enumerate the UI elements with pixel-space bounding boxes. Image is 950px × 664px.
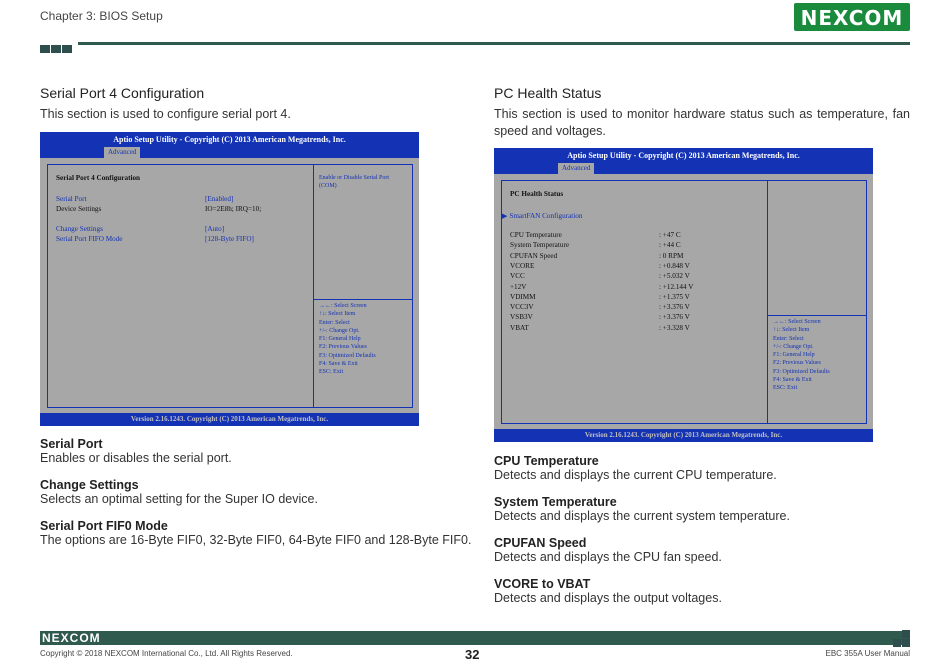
- term-cpufan-speed: CPUFAN Speed: [494, 536, 587, 550]
- bios-health-label: +12V: [510, 282, 527, 291]
- bios-health-label: VCC: [510, 272, 525, 281]
- bios-footer: Version 2.16.1243. Copyright (C) 2013 American Megatrends, Inc.: [494, 429, 873, 442]
- section-intro: This section is used to configure serial port 4.: [40, 107, 291, 121]
- tab-advanced[interactable]: Advanced: [104, 147, 140, 158]
- bios-value-serial-port[interactable]: [Enabled]: [205, 195, 234, 203]
- bios-value-change-settings[interactable]: [Auto]: [205, 225, 225, 233]
- bios-health-label: VCORE: [510, 261, 535, 270]
- bios-item-fifo-mode[interactable]: Serial Port FIFO Mode: [56, 235, 123, 243]
- header-squares: [40, 40, 73, 58]
- bios-health-label: CPUFAN Speed: [510, 251, 558, 260]
- section-heading-pc-health: PC Health Status: [494, 85, 602, 101]
- bios-title-bar: Aptio Setup Utility - Copyright (C) 2013 American Megatrends, Inc.: [40, 132, 419, 147]
- footer-logo: NEXCOM: [42, 631, 101, 645]
- bios-health-label: VCC3V: [510, 303, 534, 312]
- bios-item-change-settings[interactable]: Change Settings: [56, 225, 103, 233]
- term-vcore-to-vbat: VCORE to VBAT: [494, 577, 591, 591]
- desc-cpu-temperature: Detects and displays the current CPU temperature.: [494, 468, 777, 482]
- bios-help-line-2: (COM): [319, 183, 337, 189]
- bios-screenshot-pc-health: [494, 148, 873, 442]
- bios-title-bar: Aptio Setup Utility - Copyright (C) 2013 American Megatrends, Inc.: [494, 148, 873, 163]
- bios-item-device-settings: Device Settings: [56, 205, 102, 213]
- bios-health-value: : +3.376 V: [659, 303, 690, 312]
- bios-main-panel: [47, 164, 314, 408]
- footer-bar: [40, 631, 910, 645]
- term-fifo-mode: Serial Port FIF0 Mode: [40, 519, 168, 533]
- bios-health-label: CPU Temperature: [510, 231, 562, 239]
- bios-health-label: VBAT: [510, 323, 529, 332]
- bios-health-value: : +3.376 V: [659, 313, 690, 322]
- bios-key-help: →←: Select Screen ↑↓: Select Item Enter: Select +/-: Change Opt. F1: General Help F2: Previous Values F3: Optimized Defaults F4: Save & Exit ESC: Exit: [773, 319, 830, 392]
- bios-health-value: : +3.328 V: [659, 323, 690, 332]
- desc-change-settings: Selects an optimal setting for the Super IO device.: [40, 492, 318, 506]
- section-heading-serial-port-4: Serial Port 4 Configuration: [40, 85, 205, 101]
- bios-health-label: VSB3V: [510, 313, 533, 322]
- bios-health-value: : +1.375 V: [659, 292, 690, 301]
- desc-fifo-mode: The options are 16-Byte FIF0, 32-Byte FIF0, 64-Byte FIF0 and 128-Byte FIF0.: [40, 533, 472, 547]
- nexcom-logo: NEXCOM: [794, 3, 910, 31]
- desc-cpufan-speed: Detects and displays the CPU fan speed.: [494, 550, 722, 564]
- desc-vcore-to-vbat: Detects and displays the output voltages.: [494, 591, 722, 605]
- bios-value-fifo-mode[interactable]: [128-Byte FIFO]: [205, 235, 254, 243]
- term-change-settings: Change Settings: [40, 478, 139, 492]
- bios-section-title: Serial Port 4 Configuration: [56, 174, 141, 182]
- footer-copyright: Copyright © 2018 NEXCOM International Co., Ltd. All Rights Reserved.: [40, 649, 293, 658]
- bios-health-value: : +47 C: [659, 231, 681, 239]
- bios-health-label: VDIMM: [510, 292, 536, 301]
- bios-health-label: System Temperature: [510, 241, 570, 250]
- tab-advanced[interactable]: Advanced: [558, 163, 594, 174]
- bios-help-panel: [313, 164, 413, 408]
- page-number: 32: [465, 647, 480, 662]
- bios-main-panel: [501, 180, 768, 424]
- desc-system-temperature: Detects and displays the current system temperature.: [494, 509, 790, 523]
- bios-health-value: : +5.032 V: [659, 272, 690, 281]
- header-rule: [78, 42, 910, 45]
- manual-title: EBC 355A User Manual: [825, 649, 910, 658]
- chapter-title: Chapter 3: BIOS Setup: [40, 9, 163, 23]
- bios-health-value: : +0.848 V: [659, 261, 690, 270]
- bios-submenu-smartfan[interactable]: ▶ SmartFAN Configuration: [502, 212, 583, 220]
- bios-help-divider: [768, 315, 866, 316]
- bios-value-device-settings: IO=2E8h; IRQ=10;: [205, 205, 262, 213]
- footer-squares: [893, 630, 910, 647]
- term-serial-port: Serial Port: [40, 437, 103, 451]
- bios-help-line-1: Enable or Disable Serial Port: [319, 175, 389, 181]
- bios-help-divider: [314, 299, 412, 300]
- bios-health-value: : +12.144 V: [659, 282, 694, 291]
- term-cpu-temperature: CPU Temperature: [494, 454, 599, 468]
- section-intro-pc-health: This section is used to monitor hardware status such as temperature, fan speed and voltages.: [494, 107, 910, 138]
- bios-key-help: →←: Select Screen ↑↓: Select Item Enter: Select +/-: Change Opt. F1: General Help F2: Previous Values F3: Optimized Defaults F4: Save & Exit ESC: Exit: [319, 303, 376, 376]
- bios-footer: Version 2.16.1243. Copyright (C) 2013 American Megatrends, Inc.: [40, 413, 419, 426]
- desc-serial-port: Enables or disables the serial port.: [40, 451, 232, 465]
- bios-help-panel: [767, 180, 867, 424]
- bios-screenshot-serial-port: [40, 132, 419, 426]
- bios-health-value: : 0 RPM: [659, 251, 684, 260]
- bios-item-serial-port[interactable]: Serial Port: [56, 195, 87, 203]
- bios-health-value: : +44 C: [659, 241, 681, 250]
- bios-section-title: PC Health Status: [510, 190, 564, 198]
- term-system-temperature: System Temperature: [494, 495, 617, 509]
